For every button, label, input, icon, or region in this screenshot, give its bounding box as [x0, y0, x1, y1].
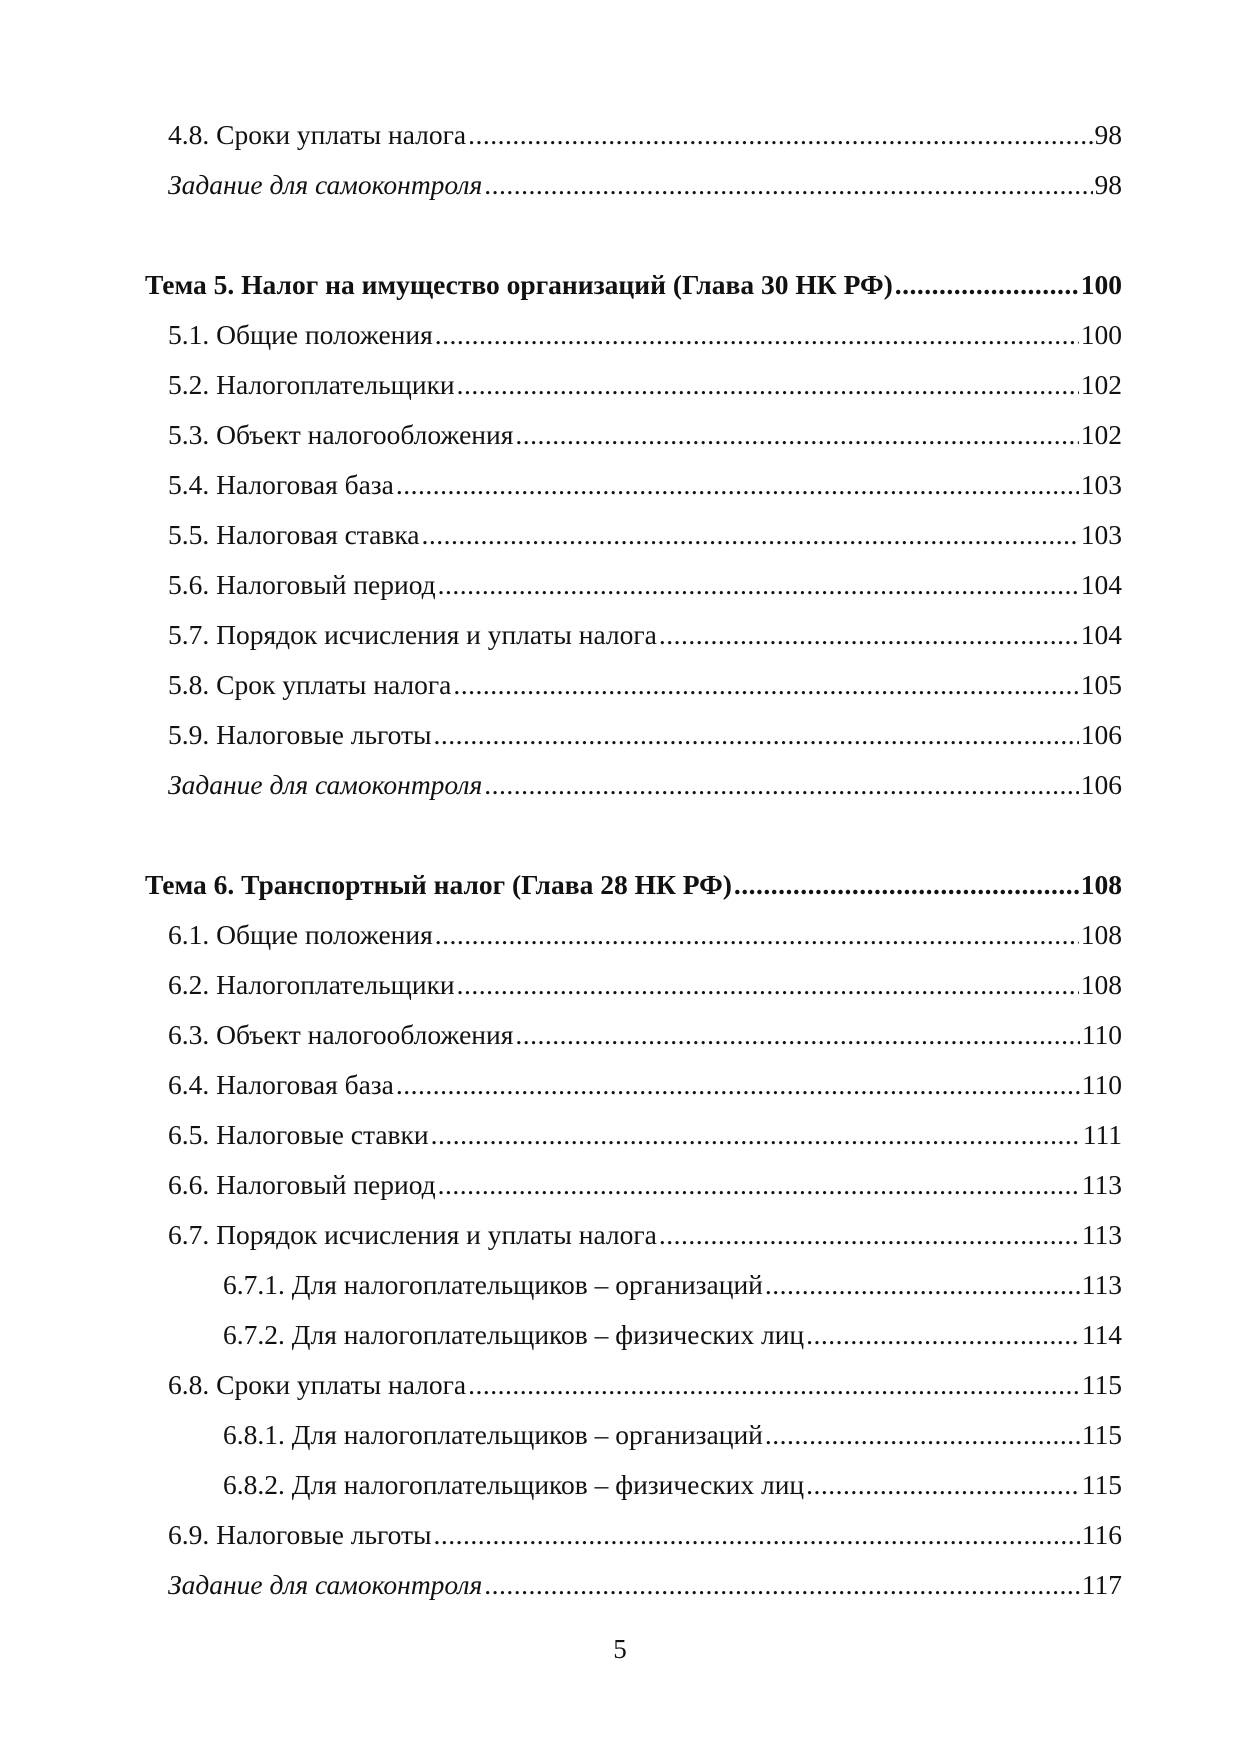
toc-entry-page: 108 [1080, 919, 1122, 950]
toc-entry-title: 6.7.1. Для налогоплательщиков – организаций [223, 1269, 763, 1300]
toc-entry-title: Задание для самоконтроля [168, 169, 483, 200]
dot-leader [396, 465, 1079, 505]
toc-entry-title: 5.1. Общие положения [168, 319, 433, 350]
dot-leader [515, 1015, 1079, 1055]
toc-entry[interactable] [168, 1215, 1122, 1255]
toc-entry-title: Задание для самоконтроля [168, 769, 483, 800]
toc-entry-title: 5.2. Налогоплательщики [168, 369, 455, 400]
toc-entry-page: 102 [1080, 369, 1122, 400]
dot-leader [434, 1515, 1080, 1555]
dot-leader [457, 365, 1079, 405]
toc-entry-page: 117 [1081, 1569, 1122, 1600]
toc-entry-page: 110 [1081, 1069, 1122, 1100]
toc-entry-page: 98 [1094, 169, 1122, 200]
toc-entry[interactable] [168, 1115, 1122, 1155]
dot-leader [396, 1065, 1080, 1105]
toc-entry-page: 116 [1081, 1519, 1122, 1550]
toc-entry-title: 6.9. Налоговые льготы [168, 1519, 432, 1550]
toc-entry[interactable] [168, 1065, 1122, 1105]
toc-entry[interactable] [168, 615, 1122, 655]
dot-leader [484, 165, 1092, 205]
toc-subentry[interactable] [223, 1315, 1122, 1355]
toc-entry-title: 6.2. Налогоплательщики [168, 969, 455, 1000]
dot-leader [468, 115, 1092, 155]
toc-entry-title: 5.5. Налоговая ставка [168, 519, 420, 550]
toc-subentry[interactable] [223, 1415, 1122, 1455]
toc-entry-title: 5.7. Порядок исчисления и уплаты налога [168, 619, 657, 650]
toc-entry-page: 104 [1080, 569, 1122, 600]
toc-entry-title: 6.3. Объект налогообложения [168, 1019, 514, 1050]
toc-entry-page: 102 [1080, 419, 1122, 450]
toc-entry-page: 108 [1080, 869, 1122, 900]
toc-entry-title: Тема 6. Транспортный налог (Глава 28 НК РФ) [145, 869, 732, 900]
toc-entry-self-check[interactable] [168, 165, 1122, 205]
toc-entry[interactable] [168, 1515, 1122, 1555]
toc-entry[interactable] [168, 665, 1122, 705]
toc-entry-page: 100 [1080, 269, 1122, 300]
toc-entry-page: 111 [1082, 1119, 1122, 1150]
toc-entry-page: 98 [1094, 119, 1122, 150]
dot-leader [659, 615, 1079, 655]
toc-entry-title: 6.4. Налоговая база [168, 1069, 394, 1100]
dot-leader [422, 515, 1079, 555]
toc-topic-heading[interactable] [145, 865, 1122, 905]
dot-leader [515, 415, 1078, 455]
toc-entry[interactable] [168, 115, 1122, 155]
dot-leader [434, 715, 1079, 755]
toc-entry-title: 5.6. Налоговый период [168, 569, 436, 600]
toc-entry-self-check[interactable] [168, 1565, 1122, 1605]
toc-entry[interactable] [168, 415, 1122, 455]
toc-entry-title: Задание для самоконтроля [168, 1569, 483, 1600]
toc-entry-page: 103 [1080, 469, 1122, 500]
toc-entry-self-check[interactable] [168, 765, 1122, 805]
toc-entry-page: 114 [1081, 1319, 1122, 1350]
toc-entry[interactable] [168, 965, 1122, 1005]
page-number: 5 [613, 1634, 627, 1664]
toc-entry-title: 5.9. Налоговые льготы [168, 719, 432, 750]
toc-entry-title: 6.1. Общие положения [168, 919, 433, 950]
toc-entry[interactable] [168, 515, 1122, 555]
toc-entry[interactable] [168, 1365, 1122, 1405]
toc-entry-page: 105 [1080, 669, 1122, 700]
toc-entry-page: 113 [1081, 1169, 1122, 1200]
dot-leader [453, 665, 1078, 705]
toc-entry-page: 100 [1080, 319, 1122, 350]
toc-topic-heading[interactable] [145, 265, 1122, 305]
dot-leader [806, 1465, 1080, 1505]
dot-leader [659, 1215, 1080, 1255]
toc-entry[interactable] [168, 915, 1122, 955]
toc-entry-page: 106 [1080, 769, 1122, 800]
toc-entry-title: 5.8. Срок уплаты налога [168, 669, 452, 700]
dot-leader [431, 1115, 1081, 1155]
toc-subentry[interactable] [223, 1265, 1122, 1305]
toc-entry-title: 6.7.2. Для налогоплательщиков – физических лиц [223, 1319, 805, 1350]
toc-entry-title: 6.8. Сроки уплаты налога [168, 1369, 467, 1400]
toc-entry-page: 113 [1081, 1219, 1122, 1250]
dot-leader [457, 965, 1079, 1005]
dot-leader [895, 265, 1079, 305]
toc-entry-page: 104 [1080, 619, 1122, 650]
toc-entry[interactable] [168, 1165, 1122, 1205]
toc-entry-title: 6.6. Налоговый период [168, 1169, 436, 1200]
toc-entry[interactable] [168, 715, 1122, 755]
toc-entry-page: 115 [1081, 1419, 1122, 1450]
toc-entry-page: 115 [1081, 1369, 1122, 1400]
toc-entry[interactable] [168, 365, 1122, 405]
toc-entry-page: 108 [1080, 969, 1122, 1000]
dot-leader [438, 1165, 1080, 1205]
dot-leader [765, 1265, 1080, 1305]
dot-leader [806, 1315, 1080, 1355]
toc-entry-title: 4.8. Сроки уплаты налога [168, 119, 467, 150]
toc-entry-title: 6.7. Порядок исчисления и уплаты налога [168, 1219, 657, 1250]
dot-leader [435, 315, 1079, 355]
toc-entry-page: 110 [1081, 1019, 1122, 1050]
dot-leader [765, 1415, 1080, 1455]
toc-entry-page: 106 [1080, 719, 1122, 750]
toc-entry-page: 115 [1081, 1469, 1122, 1500]
toc-entry[interactable] [168, 1015, 1122, 1055]
toc-entry-title: 5.4. Налоговая база [168, 469, 394, 500]
toc-entry-title: 5.3. Объект налогообложения [168, 419, 514, 450]
toc-entry-title: 6.8.2. Для налогоплательщиков – физических лиц [223, 1469, 805, 1500]
toc-entry[interactable] [168, 565, 1122, 605]
toc-entry-title: 6.8.1. Для налогоплательщиков – организаций [223, 1419, 763, 1450]
dot-leader [468, 1365, 1080, 1405]
toc-entry-page: 113 [1081, 1269, 1122, 1300]
toc-entry-title: Тема 5. Налог на имущество организаций (Глава 30 НК РФ) [145, 269, 893, 300]
dot-leader [484, 765, 1078, 805]
dot-leader [438, 565, 1079, 605]
toc-entry-page: 103 [1080, 519, 1122, 550]
dot-leader [734, 865, 1079, 905]
toc-entry[interactable] [168, 465, 1122, 505]
toc-subentry[interactable] [223, 1465, 1122, 1505]
toc-entry[interactable] [168, 315, 1122, 355]
toc-entry-title: 6.5. Налоговые ставки [168, 1119, 429, 1150]
dot-leader [435, 915, 1079, 955]
dot-leader [484, 1565, 1080, 1605]
